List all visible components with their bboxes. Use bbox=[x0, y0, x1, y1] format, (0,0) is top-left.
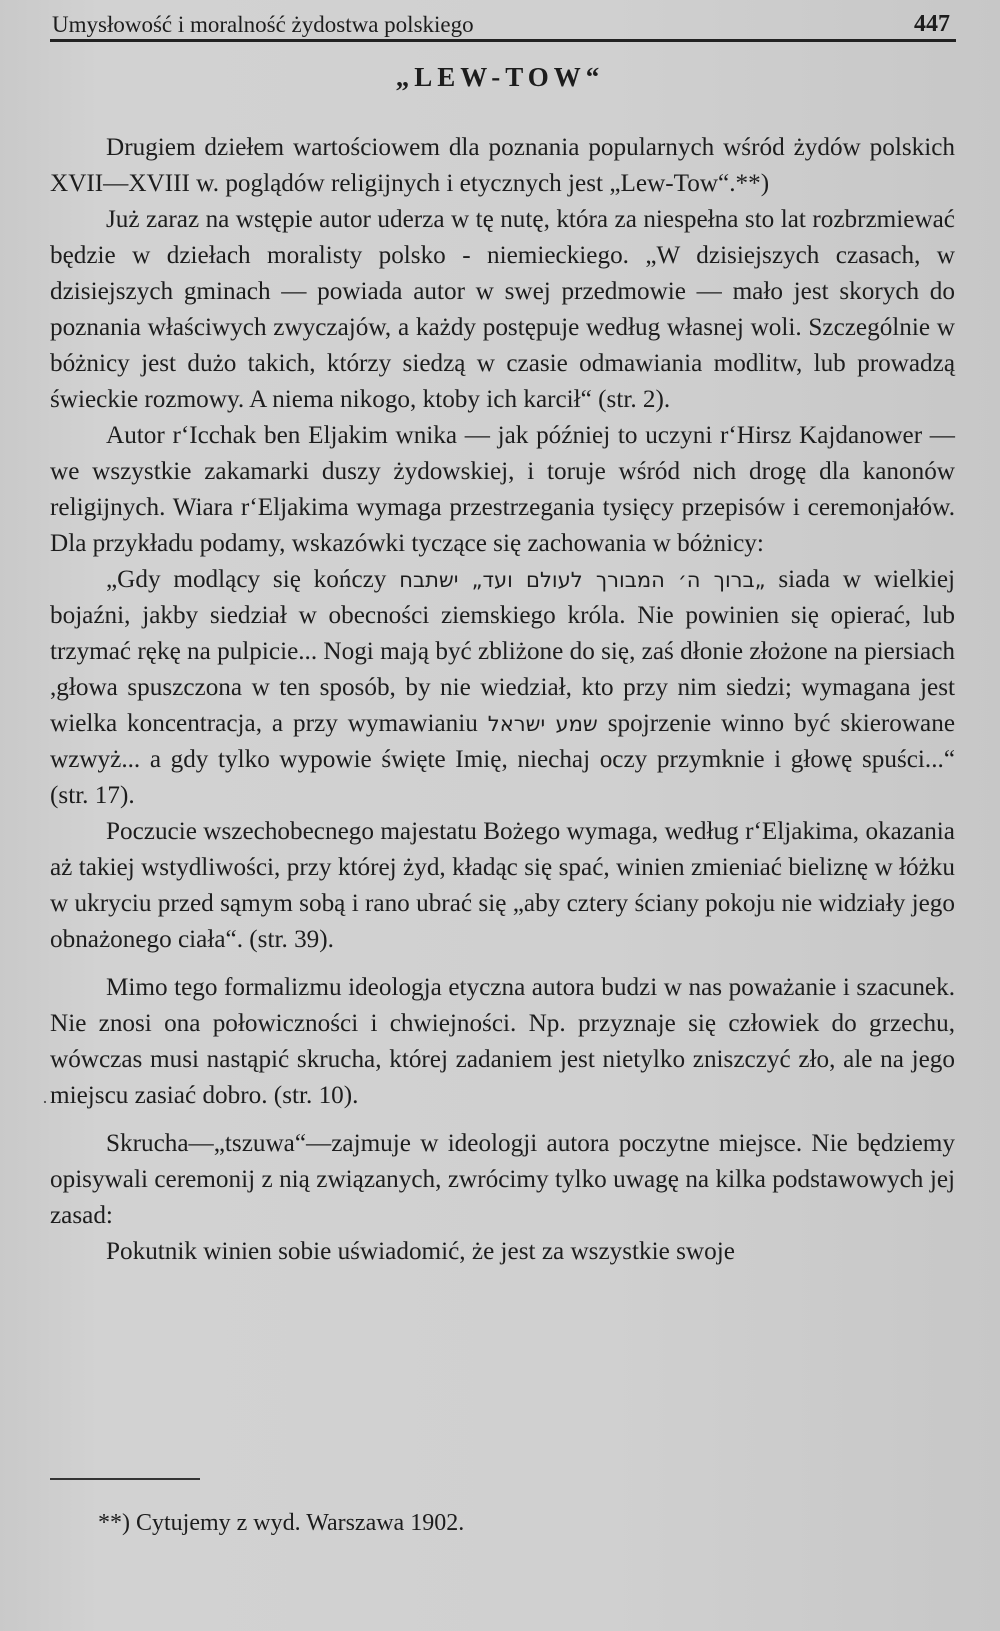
footnote: **) Cytujemy z wyd. Warszawa 1902. bbox=[98, 1510, 465, 1536]
running-title: Umysłowość i moralność żydostwa polskiego bbox=[52, 12, 474, 37]
section-title: „LEW-TOW“ bbox=[395, 62, 605, 92]
running-header bbox=[52, 4, 954, 38]
page-number: 447 bbox=[914, 11, 950, 37]
paragraph: Skrucha—„tszuwa“—zajmuje w ideologji autora poczytne miejsce. Nie będziemy opisywali ceremonij z nią związanych, zwrócimy tylko uwagę na kilka podstawowych jej zasad: bbox=[50, 1130, 955, 1229]
quote-text: siada w wielkiej bojaźni, jakby siedział w obecności ziemskiego króla. Nie powinien się opierać, lub trzymać rękę na pulpicie... Nogi mają być zbliżone do się, zaś dłonie złożone na piersiach ,głowa spuszczona w ten sposób, by nie wiedział, kto przy nim siedzi; wymagana jest wielka koncentracja, a przy wymawianiu bbox=[50, 566, 956, 737]
paragraph: Autor r‘Icchak ben Eljakim wnika — jak później to uczyni r‘Hirsz Kajdanower — we wszystkie zakamarki duszy żydowskiej, i toruje wśród nich drogę dla kanonów religijnych. Wiara r‘Eljakima wymaga przestrzegania tysięcy przepisów i ceremonjałów. Dla przykładu podamy, wskazówki tyczące się zachowania w bóżnicy: bbox=[50, 422, 955, 557]
paragraph: Już zaraz na wstępie autor uderza w tę nutę, która za niespełna sto lat rozbrzmiewać będzie w dziełach moralisty polsko - niemieckiego. „W dzisiejszych czasach, w dzisiejszych gminach — powiada autor w swej przedmowie — mało jest skorych do poznania właściwych zwyczajów, a każdy postępuje według własnej woli. Szczególnie w bóżnicy jest dużo takich, którzy siedzą w czasie odmawiania modlitw, lub prowadzą świeckie rozmowy. A niema nikogo, ktoby ich karcił“ (str. 2). bbox=[50, 206, 955, 413]
paragraph: Mimo tego formalizmu ideologja etyczna autora budzi w nas poważanie i szacunek. Nie znosi ona połowiczności i chwiejności. Np. przyznaje się człowiek do grzechu, wówczas musi nastąpić skrucha, której zadaniem jest nietylko zniszczyć zło, ale na jego miejscu zasiać dobro. (str. 10). bbox=[50, 974, 955, 1109]
body-text bbox=[50, 130, 955, 1270]
margin-mark: · bbox=[42, 1092, 48, 1112]
quote-paragraph bbox=[50, 562, 955, 814]
quote-text: „Gdy modlący się kończy bbox=[106, 566, 387, 593]
hebrew-text: שמע ישראל bbox=[487, 712, 598, 736]
paragraph: Drugiem dziełem wartościowem dla poznania popularnych wśród żydów polskich XVII—XVIII w. poglądów religijnych i etycznych jest „Lew-Tow“.**) bbox=[50, 134, 955, 197]
header-rule bbox=[50, 39, 956, 42]
footnote-rule bbox=[50, 1478, 200, 1480]
hebrew-text: „ברוך ה׳ המבורך לעולם ועד„ ישתבח bbox=[399, 568, 766, 592]
paragraph: Poczucie wszechobecnego majestatu Bożego wymaga, według r‘Eljakima, okazania aż takiej wstydliwości, przy której żyd, kładąc się spać, winien zmieniać bieliznę w łóżku w ukryciu przed sąmym sobą i rano ubrać się „aby cztery ściany pokoju nie widziały jego obnażonego ciała“. (str. 39). bbox=[50, 818, 955, 953]
quote-text: spojrzenie winno być skierowane wzwyż... a gdy tylko wypowie święte Imię, niechaj oczy przymknie i głowę spuści...“ (str. 17). bbox=[50, 710, 956, 809]
paragraph: Pokutnik winien sobie uświadomić, że jest za wszystkie swoje bbox=[106, 1238, 735, 1265]
